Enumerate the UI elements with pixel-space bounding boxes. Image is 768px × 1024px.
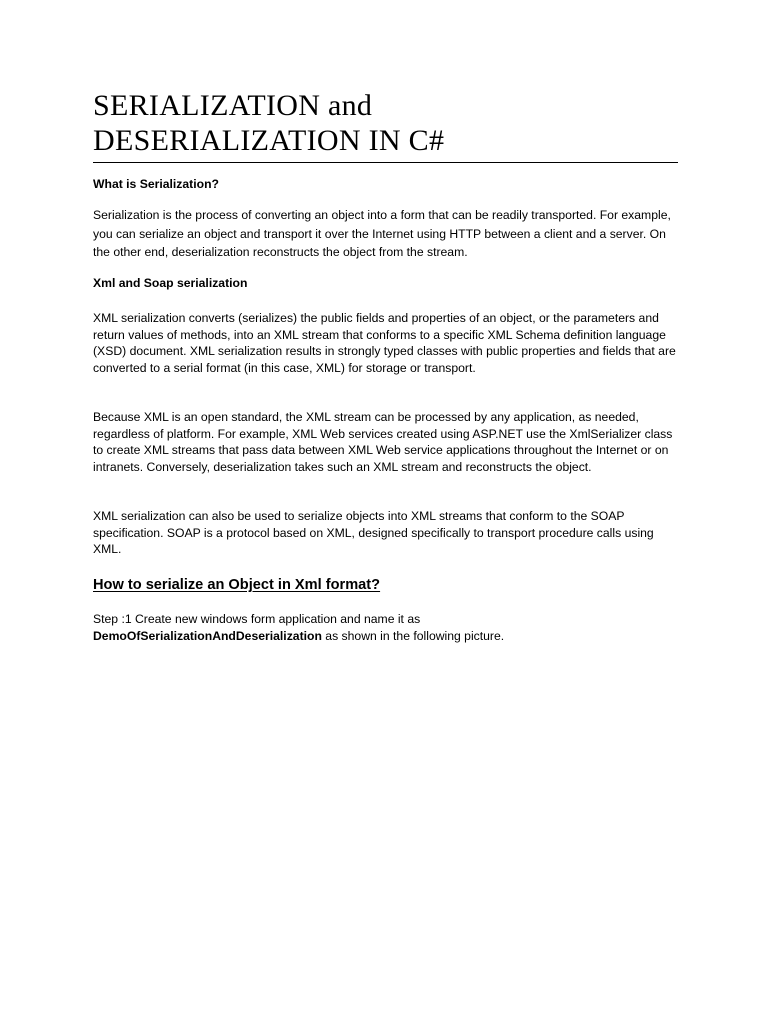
page-title: SERIALIZATION and DESERIALIZATION IN C# [93, 89, 445, 157]
section-heading-how-to-serialize: How to serialize an Object in Xml format? [93, 577, 381, 593]
section-heading-what-is-serialization: What is Serialization? [93, 177, 219, 191]
section-heading-xml-soap: Xml and Soap serialization [93, 276, 248, 290]
paragraph-xml-serialization: XML serialization converts (serializes) the public fields and properties of an object, or the parameters and return values of methods, into an XML stream that conforms to a specific XML Schema definition language (XSD) document. XML serialization results in strongly typed classes with public properties and fields that are converted to a serial format (in this case, XML) for storage or transport. [93, 311, 676, 375]
title-underline-divider [93, 162, 678, 163]
step-1-text: Step :1 Create new windows form application and name it as [93, 612, 421, 626]
paragraph-step-1 [93, 611, 683, 644]
paragraph-xml-open-standard: Because XML is an open standard, the XML stream can be processed by any application, as needed, regardless of platform. For example, XML Web services created using ASP.NET use the XmlSerializer class to create XML streams that pass data between XML Web service applications throughout the Internet or on intranets. Conversely, deserialization takes such an XML stream and reconstructs the object. [93, 410, 673, 474]
step-1-suffix: as shown in the following picture. [325, 628, 505, 643]
paragraph-serialization-definition: Serialization is the process of converting an object into a form that can be readily transported. For example, you can serialize an object and transport it over the Internet using HTTP between a client and a server. On the other end, deserialization reconstructs the object from the stream. [93, 208, 671, 259]
paragraph-soap-serialization: XML serialization can also be used to serialize objects into XML streams that conform to the SOAP specification. SOAP is a protocol based on XML, designed specifically to transport procedure calls using XML. [93, 509, 654, 556]
project-name: DemoOfSerializationAndDeserialization [93, 628, 322, 643]
